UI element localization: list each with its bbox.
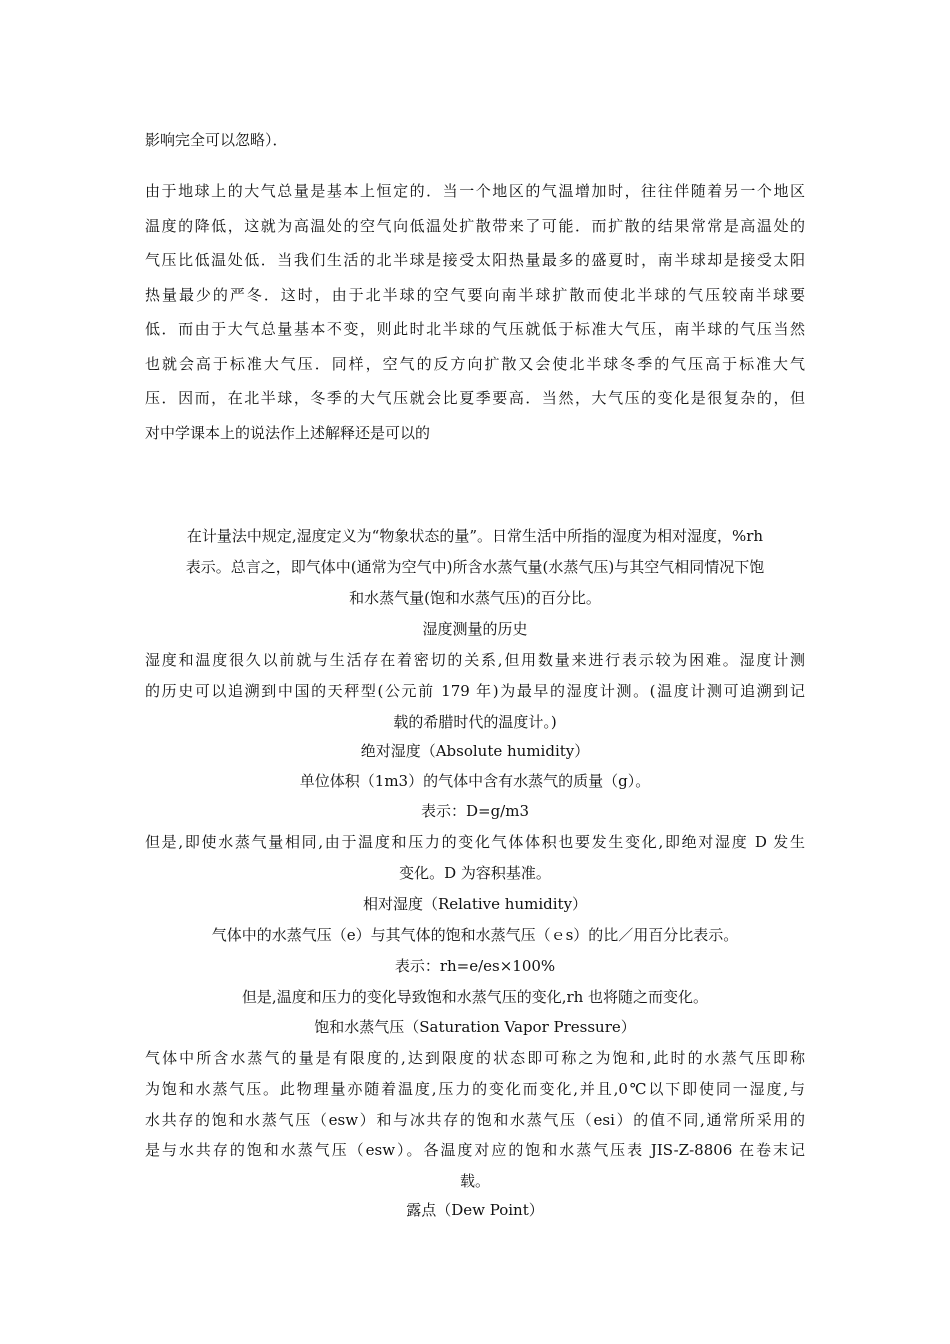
section-heading: 相对湿度（Relative humidity）: [362, 895, 588, 913]
text-line: 气体中所含水蒸气的量是有限度的,达到限度的状态即可称之为饱和,此时的水蒸气压即称: [145, 1049, 805, 1067]
text-line: 但是,温度和压力的变化导致饱和水蒸气压的变化,rh 也将随之而变化。: [241, 988, 709, 1006]
text-line: 影响完全可以忽略）．: [145, 131, 288, 149]
text-line: 变化。D 为容积基准。: [399, 864, 551, 882]
text-line: 气压比低温处低．当我们生活的北半球是接受太阳热量最多的盛夏时，南半球却是接受太阳: [145, 251, 805, 269]
text-line: 载。: [459, 1172, 490, 1190]
text-line: 的历史可以追溯到中国的天秤型(公元前 179 年)为最早的湿度计测。(温度计测可追溯到记: [145, 682, 805, 700]
section-heading: 湿度测量的历史: [422, 620, 528, 638]
text-line: 也就会高于标准大气压．同样，空气的反方向扩散又会使北半球冬季的气压高于标准大气: [145, 355, 805, 373]
text-line: 单位体积（1m3）的气体中含有水蒸气的质量（g）。: [299, 772, 651, 790]
text-line: 在计量法中规定,湿度定义为“物象状态的量”。日常生活中所指的湿度为相对湿度，%rh: [186, 527, 764, 545]
text-line: 和水蒸气量(饱和水蒸气压)的百分比。: [349, 589, 601, 607]
section-heading: 绝对湿度（Absolute humidity）: [360, 742, 590, 760]
section-heading: 饱和水蒸气压（Saturation Vapor Pressure）: [314, 1018, 636, 1036]
text-line: 温度的降低，这就为高温处的空气向低温处扩散带来了可能．而扩散的结果常常是高温处的: [145, 217, 805, 235]
text-line: 气体中的水蒸气压（e）与其气体的饱和水蒸气压（ｅs）的比／用百分比表示。: [211, 926, 739, 944]
text-line: 由于地球上的大气总量是基本上恒定的．当一个地区的气温增加时，往往伴随着另一个地区: [145, 182, 805, 200]
text-line: 载的希腊时代的温度计。): [393, 713, 557, 731]
text-line: 对中学课本上的说法作上述解释还是可以的: [145, 424, 431, 442]
text-line: 表示。总言之，即气体中(通常为空气中)所含水蒸气量(水蒸气压)与其空气相同情况下饱: [185, 558, 765, 576]
text-line: 水共存的饱和水蒸气压（esw）和与冰共存的饱和水蒸气压（esi）的值不同,通常所采用的: [145, 1111, 805, 1129]
text-line: 低．而由于大气总量基本不变，则此时北半球的气压就低于标准大气压，南半球的气压当然: [145, 320, 805, 338]
formula: 表示：D=g/m3: [420, 802, 530, 820]
text-line: 但是,即使水蒸气量相同,由于温度和压力的变化气体体积也要发生变化,即绝对湿度 D 发生: [145, 833, 805, 851]
text-line: 热量最少的严冬．这时，由于北半球的空气要向南半球扩散而使北半球的气压较南半球要: [145, 286, 805, 304]
text-line: 为饱和水蒸气压。此物理量亦随着温度,压力的变化而变化,并且,0℃以下即使同一湿度,与: [145, 1080, 805, 1098]
text-line: 是与水共存的饱和水蒸气压（esw）。各温度对应的饱和水蒸气压表 JIS-Z-8806 在卷末记: [145, 1141, 805, 1159]
text-line: 压．因而，在北半球，冬季的大气压就会比夏季要高．当然，大气压的变化是很复杂的，但: [145, 389, 805, 407]
formula: 表示：rh=e/es×100%: [394, 957, 556, 975]
text-line: 湿度和温度很久以前就与生活存在着密切的关系,但用数量来进行表示较为困难。湿度计测: [145, 651, 805, 669]
section-heading: 露点（Dew Point）: [406, 1201, 544, 1219]
